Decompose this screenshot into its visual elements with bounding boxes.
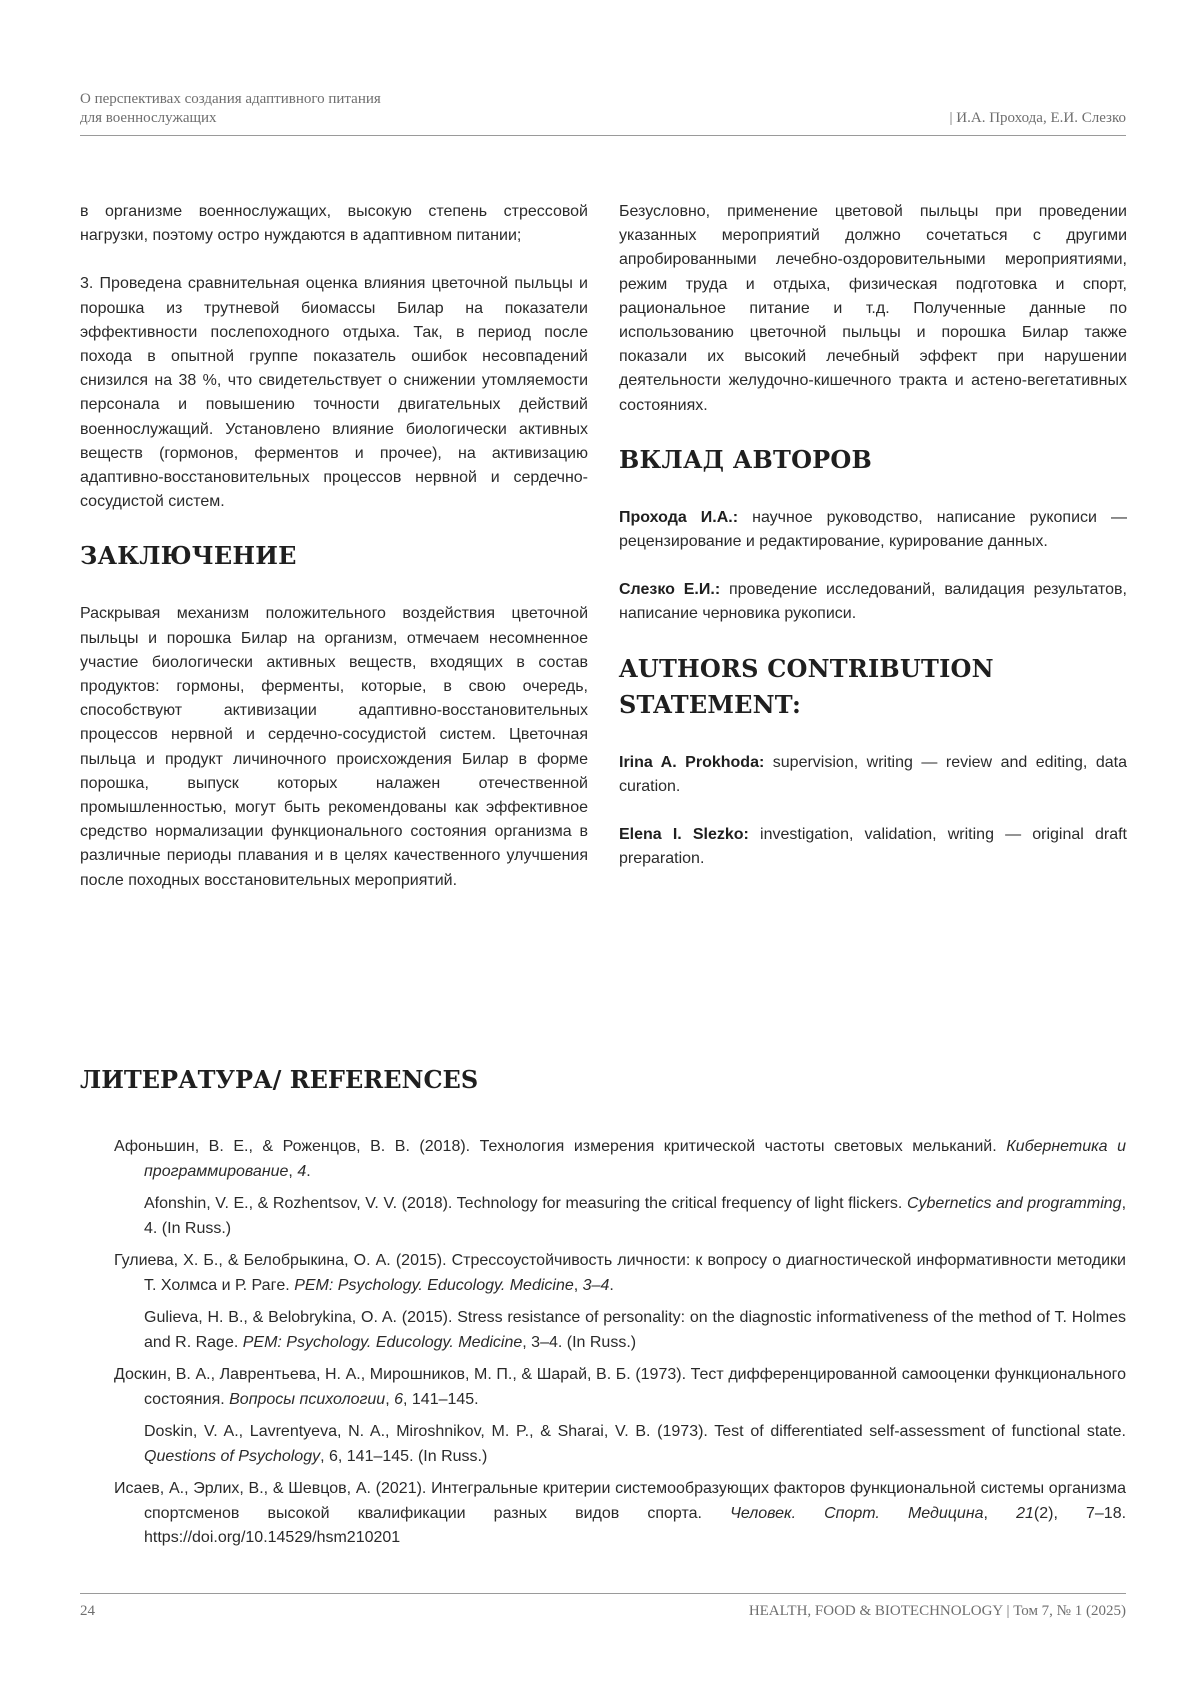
ref-text: Afonshin, V. E., & Rozhentsov, V. V. (2018). Technology for measuring the critical frequency of light flickers. xyxy=(144,1195,907,1212)
ref-text: , xyxy=(385,1390,395,1408)
page-number: 24 xyxy=(80,1603,95,1619)
paragraph: 3. Проведена сравнительная оценка влияния цветочной пыльцы и порошка из трутневой биомассы Билар на показатели эффективности послепоходного отдыха. Так, в период после похода в опытной группе показатель ошибок несовпадений снизился на 38 %, что свидетельствует о снижении утомляемости персонала и повышению точности двигательных действий военнослужащий. Установлено влияние биологически активных веществ (гормонов, ферментов и прочее), на активизацию адаптивно-восстановительных процессов нервной и сердечно-сосудистой систем. xyxy=(80,275,588,511)
contribution-entry xyxy=(619,751,1127,799)
reference-translation xyxy=(144,1420,1126,1469)
header-title-line-2: для военнослужащих xyxy=(80,110,217,126)
ref-text: . xyxy=(306,1162,311,1180)
ref-text: , 141–145. xyxy=(403,1390,479,1408)
header-authors: | И.А. Прохода, Е.И. Слезко xyxy=(949,110,1126,126)
ref-source: Кибернетика и программирование xyxy=(144,1138,1126,1180)
author-name: Elena I. Slezko: xyxy=(619,826,749,844)
contribution-text: проведение исследований, валидация результатов, написание черновика рукописи. xyxy=(619,581,1128,623)
paragraph: Безусловно, применение цветовой пыльцы при проведении указанных мероприятий должно сочетаться с другими апробированными лечебно-оздоровительными мероприятиями, режим труда и отдыха, физическая подготовка и спорт, рациональное питание и т.д. Полученные данные по использованию цветочной пыльцы и порошка Билар также показали их высокий лечебный эффект при нарушении деятельности желудочно-кишечного тракта и астено-вегетативных состояниях. xyxy=(619,203,1127,414)
right-column xyxy=(619,200,1127,895)
reference-item xyxy=(114,1363,1126,1412)
contribution-entry xyxy=(619,506,1127,554)
author-name: Прохода И.А.: xyxy=(619,508,739,526)
ref-text: (2), 7–18. https://doi.org/10.14529/hsm210201 xyxy=(144,1504,1127,1546)
ref-volume: 21 xyxy=(1016,1504,1034,1522)
ref-text: , 6, 141–145. (In Russ.) xyxy=(320,1447,488,1465)
footer-divider xyxy=(80,1593,1126,1594)
left-column xyxy=(80,200,588,917)
ref-text: . xyxy=(609,1276,614,1294)
ref-text: , xyxy=(573,1276,583,1294)
contribution-text: научное руководство, написание рукописи — рецензирование и редактирование, курирование данных. xyxy=(619,508,1128,551)
section-heading-contrib-en: AUTHORS CONTRIBUTION STATEMENT: xyxy=(619,653,994,719)
contribution-entry xyxy=(619,823,1127,871)
header-article-title xyxy=(80,90,381,128)
ref-text: Афоньшин, В. Е., & Роженцов, В. В. (2018). Технология измерения критической частоты световых мельканий. xyxy=(114,1138,1007,1155)
ref-source: PEM: Psychology. Educology. Medicine xyxy=(294,1276,574,1294)
journal-footer: HEALTH, FOOD & BIOTECHNOLOGY | Том 7, № 1 (2025) xyxy=(748,1603,1126,1619)
ref-text: Исаев, А., Эрлих, В., & Шевцов, А. (2021). Интегральные критерии системообразующих факторов функциональной системы организма спортсменов высокой квалификации разных видов спорта. xyxy=(114,1480,1126,1522)
ref-volume: 4 xyxy=(297,1162,307,1180)
ref-source: Cybernetics and programming xyxy=(906,1195,1122,1212)
section-heading-conclusion: ЗАКЛЮЧЕНИЕ xyxy=(80,541,297,571)
header-title-line-1: О перспективах создания адаптивного питания xyxy=(80,91,381,107)
ref-source: Человек. Спорт. Медицина xyxy=(730,1504,984,1522)
paragraph: в организме военнослужащих, высокую степень стрессовой нагрузки, поэтому остро нуждаются в адаптивном питании; xyxy=(80,203,588,245)
ref-text: , 3–4. (In Russ.) xyxy=(522,1333,637,1351)
reference-item xyxy=(114,1135,1126,1184)
ref-text: Doskin, V. A., Lavrentyeva, N. A., Miroshnikov, M. P., & Sharai, V. B. (1973). Test of differentiated self-assessment of functional state. xyxy=(144,1423,1126,1440)
author-name: Слезко Е.И.: xyxy=(619,581,721,599)
reference-item xyxy=(114,1249,1126,1298)
references-list xyxy=(114,1135,1126,1559)
references-heading: ЛИТЕРАТУРА/ REFERENCES xyxy=(80,1065,479,1094)
reference-translation xyxy=(144,1306,1126,1355)
ref-text: Gulieva, H. B., & Belobrykina, O. A. (2015). Stress resistance of personality: on the diagnostic informativeness of the method of T. Holmes and R. Rage. xyxy=(144,1309,1126,1351)
ref-text: , xyxy=(983,1504,1017,1522)
ref-volume: 6 xyxy=(394,1390,403,1408)
reference-item xyxy=(114,1477,1126,1551)
ref-source: Вопросы психологии xyxy=(229,1390,386,1408)
contribution-entry xyxy=(619,578,1127,626)
section-heading-contrib-ru: ВКЛАД АВТОРОВ xyxy=(619,444,873,474)
paragraph: Раскрывая механизм положительного воздействия цветочной пыльцы и порошка Билар на организм, отмечаем несомненное участие биологически активных веществ, входящих в состав продуктов: гормоны, ферменты, которые, в свою очередь, способствуют активизации адаптивно-восстановительных процессов нервной и сердечно-сосудистой систем. Цветочная пыльца и продукт личиночного происхождения Билар в форме порошка, выпуск которых налажен отечественной промышленностью, могут быть рекомендованы как эффективное средство нормализации функционального состояния организма в различные периоды плавания и в целях качественного улучшения после походных восстановительных мероприятий. xyxy=(80,605,588,889)
ref-text: Доскин, В. А., Лаврентьева, Н. А., Мирошников, М. П., & Шарай, В. Б. (1973). Тест дифференцированной самооценки функционального состояния. xyxy=(114,1366,1126,1408)
header-divider xyxy=(80,135,1126,136)
ref-text: , 4. (In Russ.) xyxy=(144,1195,1127,1237)
ref-source: Questions of Psychology xyxy=(144,1447,321,1465)
ref-text: , xyxy=(288,1162,298,1180)
ref-source: PEM: Psychology. Educology. Medicine xyxy=(242,1333,523,1351)
ref-volume: 3–4 xyxy=(582,1276,610,1294)
contribution-text: supervision, writing — review and editing, data curation. xyxy=(619,753,1128,795)
ref-text: Гулиева, Х. Б., & Белобрыкина, О. А. (2015). Стрессоустойчивость личности: к вопросу о диагностической информативности методики Т. Холмса и Р. Рагe. xyxy=(114,1252,1126,1294)
reference-translation xyxy=(144,1192,1126,1241)
author-name: Irina A. Prokhoda: xyxy=(619,753,765,771)
contribution-text: investigation, validation, writing — original draft preparation. xyxy=(619,826,1127,868)
